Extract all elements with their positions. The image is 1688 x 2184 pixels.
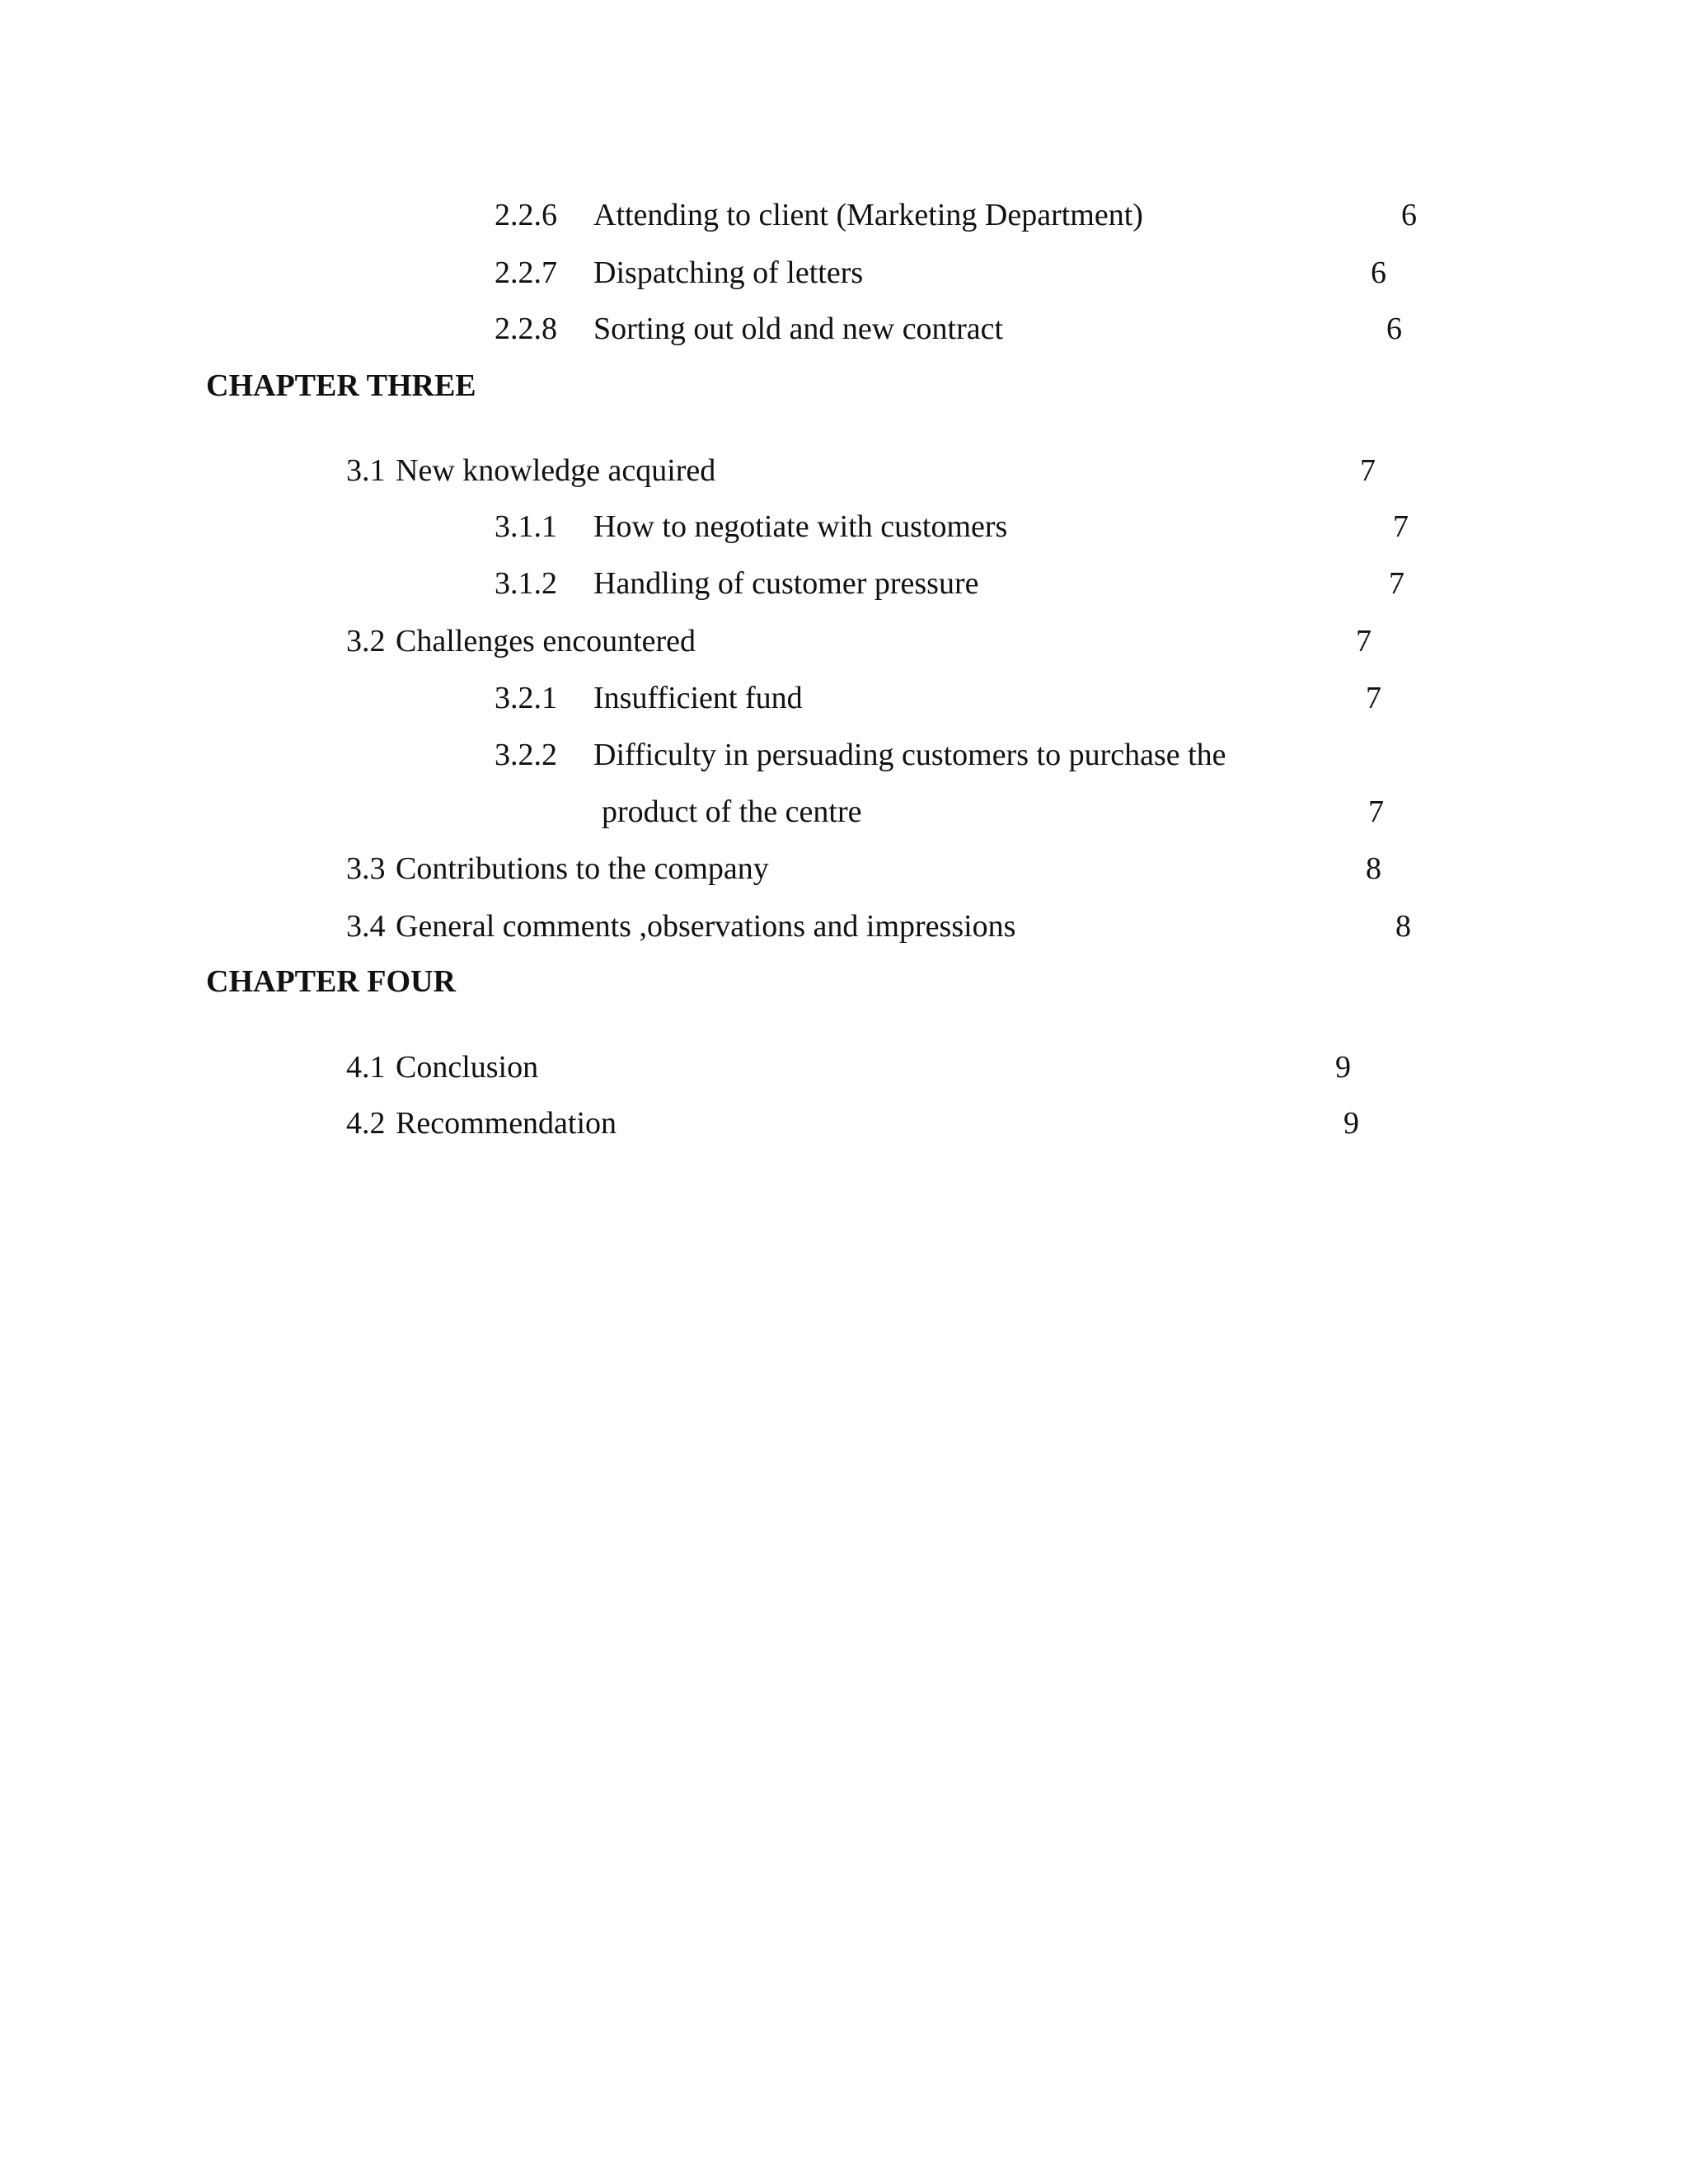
toc-entry-number: 3.2.1 — [495, 681, 557, 715]
toc-entry-page: 7 — [1393, 509, 1409, 544]
toc-entry-number: 3.4 — [346, 909, 386, 944]
toc-entry-title: Conclusion — [396, 1050, 539, 1085]
toc-entry-number: 2.2.6 — [495, 198, 557, 232]
toc-entry-title: Handling of customer pressure — [593, 566, 979, 601]
toc-entry-title: Contributions to the company — [396, 851, 769, 886]
toc-entry-page: 6 — [1401, 198, 1417, 232]
toc-entry-number: 3.2 — [346, 624, 386, 658]
toc-entry-number: 2.2.8 — [495, 312, 557, 346]
toc-entry-page: 9 — [1335, 1050, 1351, 1085]
toc-entry-page: 9 — [1343, 1106, 1359, 1141]
chapter-heading: CHAPTER FOUR — [206, 964, 456, 999]
toc-entry-page: 6 — [1386, 312, 1402, 346]
toc-entry-title: How to negotiate with customers — [593, 509, 1008, 544]
toc-entry-page: 7 — [1356, 624, 1372, 658]
toc-entry-number: 3.2.2 — [495, 738, 557, 772]
toc-entry-title: General comments ,observations and impressions — [396, 909, 1016, 944]
toc-entry-title: Challenges encountered — [396, 624, 696, 658]
toc-entry-number: 4.2 — [346, 1106, 386, 1141]
toc-entry-title: Sorting out old and new contract — [593, 312, 1004, 346]
chapter-heading: CHAPTER THREE — [206, 368, 476, 403]
toc-entry-number: 4.1 — [346, 1050, 386, 1085]
toc-entry-page: 8 — [1395, 909, 1411, 944]
toc-entry-number: 3.1.1 — [495, 509, 557, 544]
toc-entry-title: New knowledge acquired — [396, 453, 716, 488]
toc-entry-number: 3.1.2 — [495, 566, 557, 601]
toc-entry-number: 3.3 — [346, 851, 386, 886]
toc-entry-title: Recommendation — [396, 1106, 617, 1141]
toc-entry-title: Insufficient fund — [593, 681, 803, 715]
toc-entry-page: 7 — [1360, 453, 1376, 488]
toc-entry-page: 7 — [1366, 681, 1381, 715]
toc-entry-title: product of the centre — [602, 794, 862, 829]
toc-entry-title: Difficulty in persuading customers to purchase the — [593, 738, 1226, 772]
toc-entry-number: 3.1 — [346, 453, 386, 488]
toc-entry-title: Dispatching of letters — [593, 255, 864, 290]
toc-entry-page: 8 — [1366, 851, 1381, 886]
toc-entry-page: 6 — [1371, 255, 1386, 290]
toc-entry-page: 7 — [1389, 566, 1404, 601]
toc-entry-title: Attending to client (Marketing Department) — [593, 198, 1143, 232]
toc-entry-page: 7 — [1368, 794, 1384, 829]
toc-entry-number: 2.2.7 — [495, 255, 557, 290]
